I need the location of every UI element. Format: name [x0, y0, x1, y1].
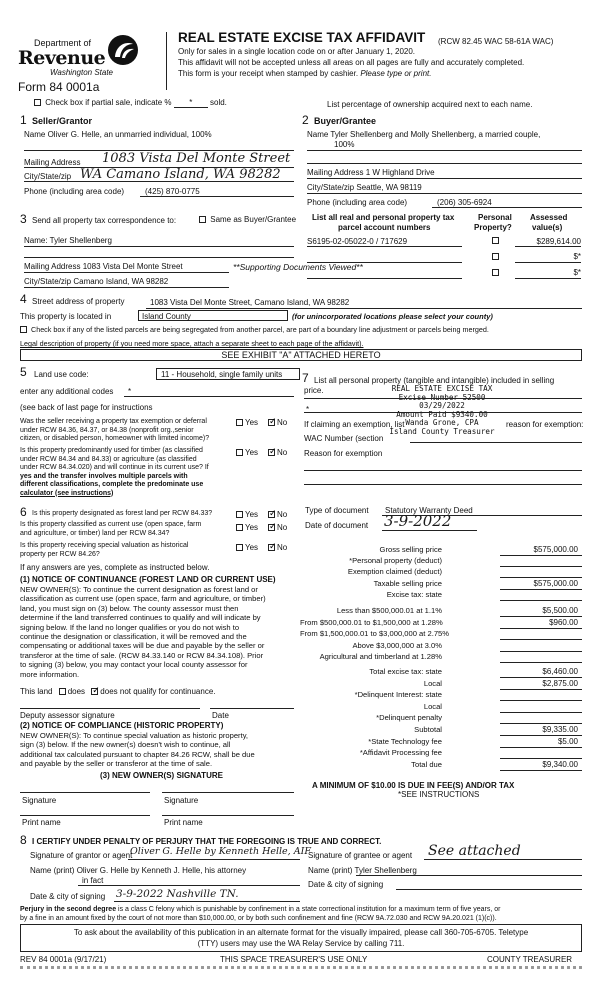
- seller-phone-value[interactable]: (425) 870-0775: [145, 187, 200, 196]
- parcel-number-1[interactable]: S6195-02-05022-0 / 717629: [307, 237, 408, 246]
- personal-property-2-checkbox[interactable]: [492, 253, 499, 260]
- perjury-line-1: [20, 906, 500, 913]
- corr-city-row: [24, 277, 168, 286]
- wac-number-label: WAC Number (section: [304, 434, 384, 443]
- no-label: No: [277, 448, 288, 457]
- grantee-name-label: Name (print): [308, 866, 353, 875]
- certify-statement: I CERTIFY UNDER PENALTY OF PERJURY THAT THE FOREGOING IS TRUE AND CORRECT.: [32, 837, 382, 846]
- notice-line: more information.: [20, 669, 80, 679]
- form-citation: (RCW 82.45 WAC 58-61A WAC): [438, 37, 554, 46]
- header-line-2: This affidavit will not be accepted unless all areas on all pages are fully and accurately completed.: [178, 58, 525, 67]
- this-land-label: This land: [20, 687, 53, 696]
- q-historic-yes-checkbox[interactable]: [236, 544, 243, 551]
- tax-row-underline: [500, 770, 582, 771]
- tax-row-underline: [500, 689, 582, 690]
- new-owner-signature-heading: (3) NEW OWNER(S) SIGNATURE: [100, 771, 223, 780]
- q-exemption-line: Was the seller receiving a property tax exemption or deferral: [20, 418, 207, 425]
- yes-label: Yes: [245, 543, 259, 552]
- star-marker: *: [306, 405, 310, 414]
- grantor-name-value[interactable]: Oliver G. Helle by Kenneth J. Helle, his attorney: [76, 866, 247, 875]
- tax-row-underline: [500, 616, 582, 617]
- tax-row-underline: [500, 628, 582, 629]
- seller-city-value[interactable]: WA Camano Island, WA 98282: [80, 167, 281, 182]
- notice-line: land, you must sign on (3) below. The county assessor must then: [20, 603, 239, 613]
- owner-print-label-2: Print name: [164, 818, 203, 827]
- tax-row-value[interactable]: $575,000.00: [533, 579, 578, 588]
- tax-row-label: Local: [423, 679, 442, 688]
- tax-row-label: Above $3,000,000 at 3.0%: [352, 641, 442, 650]
- q-current-use-no: [268, 523, 287, 532]
- q-timber-line: calculator (see instructions): [20, 489, 114, 497]
- corr-city-value[interactable]: Camano Island, WA 98282: [73, 277, 169, 286]
- does-label: does: [67, 687, 86, 696]
- seller-mail-value[interactable]: 1083 Vista Del Monte Street: [102, 151, 291, 166]
- deputy-date-label: Date: [212, 711, 229, 720]
- yes-label: Yes: [245, 510, 259, 519]
- additional-codes-label: enter any additional codes: [20, 387, 114, 396]
- q-forest: Is this property designated as forest land per RCW 84.33?: [32, 510, 213, 517]
- doc-type-value[interactable]: Statutory Warranty Deed: [385, 506, 473, 515]
- if-yes-note: If any answers are yes, complete as instructed below.: [20, 563, 210, 572]
- grantor-name-label: Name (print): [30, 866, 75, 875]
- form-number: Form 84 0001a: [18, 80, 100, 94]
- section-8-number: 8: [20, 833, 27, 847]
- logo-revenue: Revenue: [18, 47, 106, 69]
- buyer-phone-label: Phone (including area code): [307, 198, 408, 207]
- this-land-row: [20, 687, 215, 696]
- tax-row-value[interactable]: $2,875.00: [542, 679, 578, 688]
- located-in-label: This property is located in: [20, 312, 112, 321]
- notice-line: signing below. If the land no longer qualifies or you do not wish to: [20, 622, 240, 632]
- tax-row-label: Less than $500,000.01 at 1.1%: [336, 606, 442, 615]
- q-timber-line: Is this property predominantly used for timber (as classified: [20, 447, 203, 454]
- notice-line: determine if the land transferred continues to qualify and will indicate by: [20, 613, 261, 623]
- tax-row-underline: [500, 662, 582, 663]
- seller-name-label: Name: [24, 130, 46, 139]
- tax-row-label: Excise tax: state: [386, 590, 442, 599]
- tax-row-label: Gross selling price: [379, 545, 442, 554]
- legal-description-box[interactable]: [20, 349, 582, 361]
- doc-type-label: Type of document: [305, 506, 369, 515]
- buyer-mail-row: [307, 168, 435, 177]
- perjury-text: is a class C felony which is punishable by confinement in a state correctional institution for a maximum term of five years, or: [116, 906, 501, 913]
- q-forest-no: [268, 510, 287, 519]
- see-instructions-note: *SEE INSTRUCTIONS: [398, 790, 480, 799]
- not-qualify-checkbox[interactable]: [91, 688, 98, 695]
- county-select[interactable]: [138, 310, 288, 321]
- q-current-use-line: Is this property classified as current use (open space, farm: [20, 521, 202, 528]
- tax-row-underline: [500, 712, 582, 713]
- assessed-value-2[interactable]: $*: [573, 252, 581, 261]
- q-timber-line: different classifications, complete the predominate use: [20, 481, 204, 488]
- reason-exemption-label-2: Reason for exemption: [304, 449, 383, 458]
- doc-date-value[interactable]: 3-9-2022: [384, 512, 452, 530]
- supporting-docs-stamp: **Supporting Documents Viewed**: [233, 262, 363, 272]
- section-1-number: 1: [20, 113, 27, 127]
- parcel-heading-1b: parcel account numbers: [338, 223, 431, 232]
- doc-date-label: Date of document: [305, 521, 369, 530]
- buyer-city-row: [307, 183, 422, 192]
- personal-property-3: [492, 268, 501, 277]
- unincorporated-note: (for unincorporated locations please select your county): [292, 312, 493, 321]
- segregation-row: [20, 325, 489, 334]
- buyer-phone-value[interactable]: (206) 305-6924: [437, 198, 492, 207]
- section-1-heading: Seller/Grantor: [32, 116, 93, 126]
- partial-sale-label: Check box if partial sale, indicate %: [45, 98, 172, 107]
- tax-row-underline: [500, 677, 582, 678]
- buyer-mail-value[interactable]: 1 W Highland Drive: [365, 168, 435, 177]
- q-current-use-yes: [236, 523, 258, 532]
- q-exemption: [20, 418, 209, 444]
- treasurer-use-note: THIS SPACE TREASURER'S USE ONLY: [220, 955, 368, 964]
- section-4-number: 4: [20, 292, 27, 306]
- corr-name-row: [24, 236, 112, 245]
- notice-compliance-body: [20, 731, 255, 769]
- corr-city-label: City/State/zip: [24, 277, 72, 286]
- q-exemption-line: under RCW 84.36, 84.37, or 84.38 (nonprofit org.,senior: [20, 426, 194, 434]
- street-address-label: Street address of property: [32, 297, 125, 306]
- grantee-signature[interactable]: See attached: [428, 843, 521, 859]
- corr-name-value[interactable]: Tyler Shellenberg: [49, 236, 112, 245]
- notice-line: additional tax calculated pursuant to chapter 84.26 RCW, shall be due: [20, 749, 255, 759]
- buyer-name-label: Name: [307, 130, 329, 139]
- section-7-number: 7: [302, 371, 309, 385]
- stamp-line: REAL ESTATE EXCISE TAX: [391, 384, 493, 393]
- deputy-signature-label: Deputy assessor signature: [20, 711, 115, 720]
- notice-line: continue the designation or classification, it will be removed and the: [20, 632, 247, 642]
- segregation-checkbox[interactable]: [20, 326, 27, 333]
- personal-property-2: [492, 252, 501, 261]
- county-treasurer-label: COUNTY TREASURER: [487, 955, 573, 964]
- tax-row-label: Total due: [411, 760, 442, 769]
- corr-mail-value[interactable]: 1083 Vista Del Monte Street: [82, 262, 183, 271]
- no-label: No: [277, 523, 288, 532]
- tax-row-underline: [500, 555, 582, 556]
- reason-exemption-label: reason for exemption:: [506, 420, 584, 429]
- notice-line: transferor at the time of sale. (RCW 84.33.140 or RCW 84.34.108). Prior: [20, 650, 264, 660]
- grantor-date-value[interactable]: 3-9-2022 Nashville TN.: [116, 888, 239, 900]
- q-timber: [20, 447, 209, 498]
- section-2-number: 2: [302, 113, 309, 127]
- land-use-label: Land use code:: [34, 370, 89, 379]
- personal-property-3-checkbox[interactable]: [492, 269, 499, 276]
- q-historic-yes: [236, 543, 258, 552]
- grantee-date-label: Date & city of signing: [308, 880, 384, 889]
- section-6-number: 6: [20, 505, 27, 519]
- stamp-line: Wanda Grone, CPA: [405, 418, 479, 427]
- owner-print-label-1: Print name: [22, 818, 61, 827]
- tax-row-underline: [500, 566, 582, 567]
- grantor-signature-label: Signature of grantor or agent: [30, 851, 133, 860]
- q-exemption-yes-checkbox[interactable]: [236, 419, 243, 426]
- stamp-line: Amount Paid $9340.00: [396, 409, 488, 419]
- tax-row-label: From $500,000.01 to $1,500,000 at 1.28%: [300, 618, 443, 627]
- yes-label: Yes: [245, 418, 259, 427]
- section-3-number: 3: [20, 212, 27, 226]
- tax-row-value[interactable]: $5,500.00: [542, 606, 578, 615]
- no-label: No: [277, 510, 288, 519]
- tax-row-underline: [500, 735, 582, 736]
- stamp-line: 03/29/2022: [419, 401, 465, 410]
- partial-sale-checkbox[interactable]: [34, 99, 41, 106]
- partial-sale-percent[interactable]: *: [174, 98, 208, 108]
- header-line-1: Only for sales in a single location code on or after January 1, 2020.: [178, 47, 416, 56]
- personal-property-label-2: price.: [304, 386, 324, 395]
- accessibility-box: [20, 924, 582, 952]
- tax-row-label: *State Technology fee: [368, 737, 442, 746]
- q-timber-line: yes and the transfer involves multiple parcels with: [20, 472, 188, 480]
- buyer-city-value[interactable]: Seattle, WA 98119: [356, 183, 422, 192]
- personal-property-1-checkbox[interactable]: [492, 237, 499, 244]
- tax-row-label: *Delinquent penalty: [376, 713, 442, 722]
- tax-row-label: Subtotal: [414, 725, 442, 734]
- tax-row-value[interactable]: $575,000.00: [533, 545, 578, 554]
- county-select-value: Island County: [142, 312, 191, 321]
- minimum-fee-note: A MINIMUM OF $10.00 IS DUE IN FEE(S) AND/OR TAX: [312, 781, 515, 790]
- instructions-note: (see back of last page for instructions: [20, 403, 153, 412]
- tax-row-label: Total excise tax: state: [369, 667, 442, 676]
- tax-row-value[interactable]: $5.00: [557, 737, 578, 746]
- notice-line: sign (3) below. If the new owner(s) doesn't wish to continue, all: [20, 740, 231, 750]
- q-current-use-line: and agriculture, or timber) land per RCW 84.34?: [20, 529, 170, 537]
- segregation-label: Check box if any of the listed parcels are being segregated from another parcel, are part of a boundary line adjustment or parcels being merged.: [31, 325, 489, 334]
- notice-continuance-body: [20, 585, 266, 679]
- grantee-name-value[interactable]: Tyler Shellenberg: [354, 866, 417, 875]
- buyer-mail-label: Mailing Address: [307, 168, 364, 177]
- land-use-select-value: 11 - Household, single family units: [161, 370, 283, 379]
- same-as-buyer-row: [199, 215, 296, 224]
- tax-row-label: Exemption claimed (deduct): [347, 567, 442, 576]
- q-timber-line: under RCW 84.34.020) and will continue in its current use? If: [20, 464, 209, 471]
- q-timber-no: [268, 448, 287, 457]
- q-historic-line: property per RCW 84.26?: [20, 550, 100, 558]
- corr-mail-label: Mailing Address: [24, 262, 81, 271]
- form-title: REAL ESTATE EXCISE TAX AFFIDAVIT: [178, 30, 426, 45]
- parcel-heading-2: Personal: [478, 213, 512, 222]
- q-exemption-yes: [236, 418, 258, 427]
- tax-row-label: Local: [423, 702, 442, 711]
- tax-row-underline: [500, 700, 582, 701]
- personal-property-label: List all personal property (tangible and intangible) included in selling: [314, 376, 555, 385]
- logo-dept: Department of: [34, 38, 92, 48]
- q-timber-yes: [236, 448, 258, 457]
- tax-row-underline: [500, 577, 582, 578]
- partial-sale-row: [34, 98, 227, 108]
- buyer-name-value-2[interactable]: 100%: [334, 140, 355, 149]
- seller-mail-label: Mailing Address: [24, 158, 81, 167]
- street-address-value[interactable]: 1083 Vista Del Monte Street, Camano Island, WA 98282: [150, 298, 350, 307]
- tax-row-underline: [500, 723, 582, 724]
- tax-row-label: *Affidavit Processing fee: [359, 748, 442, 757]
- notice-line: compensating or additional taxes will be due and payable by the seller or: [20, 641, 265, 651]
- tax-row-value[interactable]: $9,340.00: [542, 760, 578, 769]
- not-qualify-label: does not qualify for continuance.: [100, 687, 216, 696]
- assessed-value-3[interactable]: $*: [573, 268, 581, 277]
- tax-row-label: *Personal property (deduct): [349, 556, 442, 565]
- owner-signature-label-1: Signature: [22, 796, 57, 805]
- tax-row-underline: [500, 651, 582, 652]
- legal-description-value: SEE EXHIBIT "A" ATTACHED HERETO: [221, 350, 381, 360]
- seller-city-label: City/State/zip: [24, 172, 72, 181]
- parcel-heading-1: List all real and personal property tax: [312, 213, 455, 222]
- parcel-heading-2b: Property?: [474, 223, 512, 232]
- yes-label: Yes: [245, 523, 259, 532]
- same-as-buyer-label: Same as Buyer/Grantee: [210, 215, 297, 224]
- q-historic: [20, 542, 188, 559]
- seller-name-value[interactable]: Oliver G. Helle, an unmarried individual, 100%: [47, 130, 212, 139]
- notice-line: classification as current use (open space, farm and agriculture, or timber): [20, 594, 266, 604]
- tax-row-underline: [500, 600, 582, 601]
- section-5-number: 5: [20, 365, 27, 379]
- buyer-city-label: City/State/zip: [307, 183, 355, 192]
- q-forest-yes: [236, 510, 258, 519]
- q-timber-yes-checkbox[interactable]: [236, 449, 243, 456]
- correspondence-label: Send all property tax correspondence to:: [32, 216, 177, 225]
- tax-row-value[interactable]: $6,460.00: [542, 667, 578, 676]
- additional-codes-value[interactable]: *: [128, 387, 132, 396]
- revision-number: REV 84 0001a (9/17/21): [20, 955, 107, 964]
- accessibility-line-1: To ask about the availability of this publication in an alternate format for the visually impaired, please call 360-705-6705. Teletype: [73, 928, 529, 937]
- no-label: No: [277, 418, 288, 427]
- percent-note: List percentage of ownership acquired next to each name.: [327, 100, 533, 109]
- perjury-line-2: by a fine in an amount fixed by the court of not more than $10,000.00, or by both such confinement and fine (RCW 9A.72.030 and RCW 9A.20.021 (1)(c)).: [20, 915, 497, 922]
- owner-signature-label-2: Signature: [164, 796, 199, 805]
- parcel-heading-3b: value(s): [532, 223, 563, 232]
- does-qualify-checkbox[interactable]: [59, 688, 66, 695]
- q-historic-no-checkbox[interactable]: [268, 544, 275, 551]
- tax-row-value[interactable]: $960.00: [549, 618, 578, 627]
- stamp-line: Excise Number 52500: [398, 392, 486, 402]
- notice-line: NEW OWNER(S): To continue the current designation as forest land or: [20, 585, 258, 594]
- seller-phone-label: Phone (including area code): [24, 187, 125, 196]
- personal-property-1: [492, 236, 501, 245]
- q-current-use-no-checkbox[interactable]: [268, 524, 275, 531]
- no-label: No: [277, 543, 288, 552]
- claim-exemption-label: If claiming an exemption, list: [304, 420, 405, 429]
- grantee-signature-label: Signature of grantee or agent: [308, 851, 413, 860]
- notice-line: and payable by the seller or transferor at the time of sale.: [20, 759, 213, 769]
- accessibility-line-2: (TTY) users may use the WA Relay Service by calling 711.: [197, 939, 405, 948]
- q-exemption-no: [268, 418, 287, 427]
- q-exemption-no-checkbox[interactable]: [268, 419, 275, 426]
- q-current-use-yes-checkbox[interactable]: [236, 524, 243, 531]
- grantee-name-row: [308, 866, 417, 875]
- tax-row-label: From $1,500,000.01 to $3,000,000 at 2.75%: [300, 629, 450, 638]
- notice-compliance-heading: (2) NOTICE OF COMPLIANCE (HISTORIC PROPERTY): [20, 721, 224, 730]
- same-as-buyer-checkbox[interactable]: [199, 216, 206, 223]
- grantor-name-value-2[interactable]: in fact: [82, 876, 104, 885]
- section-2-heading: Buyer/Grantee: [314, 116, 377, 126]
- notice-line: to signing (3) below, you may contact your local county assessor for: [20, 660, 248, 670]
- corr-name-label: Name:: [24, 236, 48, 245]
- stamp-line: Island County Treasurer: [389, 426, 495, 436]
- perjury-bold: Perjury in the second degree: [20, 906, 117, 913]
- tax-row-label: Taxable selling price: [373, 579, 442, 588]
- header-line-3-text: This form is your receipt when stamped by cashier.: [178, 69, 359, 78]
- tax-row-underline: [500, 589, 582, 590]
- q-historic-line: Is this property receiving special valuation as historical: [20, 542, 189, 549]
- logo-state: Washington State: [50, 68, 114, 77]
- seller-name-row: [24, 130, 212, 139]
- parcel-heading-3: Assessed: [530, 213, 568, 222]
- tax-row-underline: [500, 639, 582, 640]
- tax-row-underline: [500, 758, 582, 759]
- partial-sale-sold: sold.: [210, 98, 227, 107]
- corr-mail-row: [24, 262, 183, 271]
- q-historic-no: [268, 543, 287, 552]
- q-current-use: [20, 521, 201, 538]
- tax-row-label: Agricultural and timberland at 1.28%: [319, 652, 442, 661]
- grantor-date-label: Date & city of signing: [30, 892, 106, 901]
- logo-mark-icon: [106, 33, 140, 67]
- buyer-name-row: [307, 130, 540, 139]
- tax-row-underline: [500, 747, 582, 748]
- q-forest-no-checkbox[interactable]: [268, 511, 275, 518]
- assessed-value-1[interactable]: $289,614.00: [536, 237, 581, 246]
- land-use-select[interactable]: [156, 368, 300, 380]
- buyer-name-value[interactable]: Tyler Shellenberg and Molly Shellenberg, a married couple,: [330, 130, 541, 139]
- header-line-3: [178, 69, 431, 78]
- notice-line: NEW OWNER(S): To continue special valuation as historic property,: [20, 731, 249, 740]
- grantor-name-row: [30, 866, 246, 875]
- q-timber-no-checkbox[interactable]: [268, 449, 275, 456]
- notice-continuance-heading: (1) NOTICE OF CONTINUANCE (FOREST LAND OR CURRENT USE): [20, 575, 276, 584]
- q-timber-line: under RCW 84.34 and 84.33) or agriculture (as classified: [20, 455, 197, 463]
- tax-row-value[interactable]: $9,335.00: [542, 725, 578, 734]
- legal-description-label: Legal description of property (if you need more space, attach a separate sheet to each page of the affidavit).: [20, 339, 364, 348]
- q-forest-yes-checkbox[interactable]: [236, 511, 243, 518]
- grantor-signature[interactable]: Oliver G. Helle by Kenneth Helle, AIF: [130, 846, 311, 857]
- yes-label: Yes: [245, 448, 259, 457]
- header-line-3-italic: Please type or print.: [360, 69, 432, 78]
- q-exemption-line: citizen, or disabled person, homeowner with limited income)?: [20, 435, 210, 442]
- tax-row-label: *Delinquent Interest: state: [354, 690, 442, 699]
